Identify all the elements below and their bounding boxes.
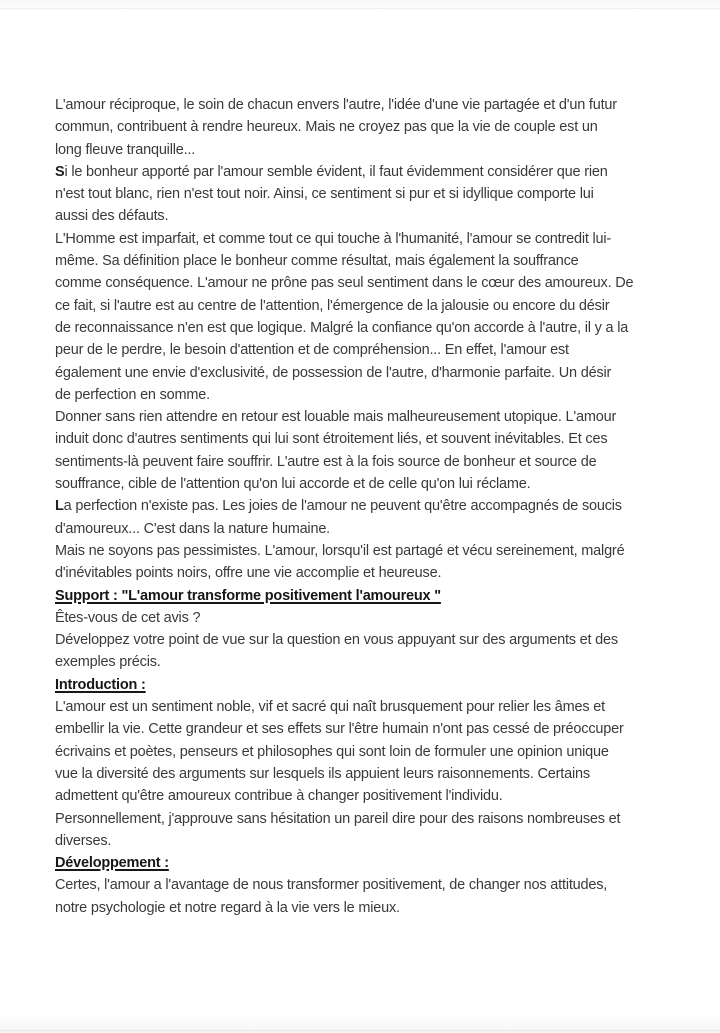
text-line — [55, 495, 680, 517]
text-line: long fleuve tranquille... — [55, 141, 196, 158]
text-line: diverses. — [55, 832, 112, 849]
text-line: vue la diversité des arguments sur lesquels ils appuient leurs raisonnements. Certains — [55, 765, 590, 782]
text-line: n'est tout blanc, rien n'est tout noir. Ainsi, ce sentiment si pur et si idyllique comporte lui — [55, 186, 594, 203]
text-line: Êtes-vous de cet avis ? — [55, 609, 201, 626]
text-line: comme conséquence. L'amour ne prône pas seul sentiment dans le cœur des amoureux. De — [55, 275, 634, 292]
text-line: souffrance, cible de l'attention qu'on lui accorde et de celle qu'on lui réclame. — [55, 476, 531, 493]
text-line: de perfection en somme. — [55, 386, 210, 403]
text-line: peur de le perdre, le besoin d'attention et de compréhension... En effet, l'amour est — [55, 342, 569, 359]
text-line: exemples précis. — [55, 654, 161, 671]
section-heading: Introduction : — [55, 676, 146, 693]
text-line: induit donc d'autres sentiments qui lui sont étroitement liés, et souvent inévitables. Et ces — [55, 431, 608, 448]
text-line: admettent qu'être amoureux contribue à changer positivement l'individu. — [55, 788, 503, 805]
page-top-edge — [0, 8, 720, 9]
document-text-block — [55, 94, 680, 919]
bold-lead: S — [55, 163, 65, 180]
text-line: d'amoureux... C'est dans la nature humaine. — [55, 520, 331, 537]
text-line: également une envie d'exclusivité, de possession de l'autre, d'harmonie parfaite. Un désir — [55, 364, 612, 381]
text-line: L'Homme est imparfait, et comme tout ce qui touche à l'humanité, l'amour se contredit lui- — [55, 230, 612, 247]
text-line: Donner sans rien attendre en retour est louable mais malheureusement utopique. L'amour — [55, 409, 617, 426]
text-line: Certes, l'amour a l'avantage de nous transformer positivement, de changer nos attitudes, — [55, 877, 608, 894]
text-line: Personnellement, j'approuve sans hésitation un pareil dire pour des raisons nombreuses et — [55, 810, 621, 827]
text-line — [55, 161, 680, 183]
text-line: même. Sa définition place le bonheur comme résultat, mais également la souffrance — [55, 253, 579, 270]
section-heading: Développement : — [55, 855, 169, 872]
text-line: Mais ne soyons pas pessimistes. L'amour, lorsqu'il est partagé et vécu sereinement, malgré — [55, 542, 625, 559]
bold-lead: L — [55, 498, 64, 515]
text-line: ce fait, si l'autre est au centre de l'attention, l'émergence de la jalousie ou encore du désir — [55, 297, 610, 314]
text-line: écrivains et poètes, penseurs et philosophes qui sont loin de formuler une opinion unique — [55, 743, 609, 760]
text-line: d'inévitables points noirs, offre une vie accomplie et heureuse. — [55, 565, 442, 582]
text-line: Développez votre point de vue sur la question en vous appuyant sur des arguments et des — [55, 632, 618, 649]
text-line: sentiments-là peuvent faire souffrir. L'autre est à la fois source de bonheur et source de — [55, 453, 597, 470]
text-line: notre psychologie et notre regard à la vie vers le mieux. — [55, 899, 400, 916]
page-bottom-edge — [0, 1030, 720, 1031]
text-line: L'amour réciproque, le soin de chacun envers l'autre, l'idée d'une vie partagée et d'un futur — [55, 97, 617, 113]
text-line: embellir la vie. Cette grandeur et ses effets sur l'être humain n'ont pas cessé de préoccuper — [55, 721, 624, 738]
text-line-rest: a perfection n'existe pas. Les joies de l'amour ne peuvent qu'être accompagnés de soucis — [63, 498, 622, 515]
text-line: L'amour est un sentiment noble, vif et sacré qui naît brusquement pour relier les âmes et — [55, 699, 605, 716]
text-line: de reconnaissance n'en est que logique. Malgré la confiance qu'on accorde à l'autre, il y a la — [55, 319, 629, 336]
text-line: commun, contribuent à rendre heureux. Mais ne croyez pas que la vie de couple est un — [55, 119, 598, 136]
text-line: aussi des défauts. — [55, 208, 169, 225]
text-line-rest: i le bonheur apporté par l'amour semble évident, il faut évidemment considérer que rien — [64, 163, 608, 180]
section-heading: Support : "L'amour transforme positivement l'amoureux " — [55, 587, 441, 604]
